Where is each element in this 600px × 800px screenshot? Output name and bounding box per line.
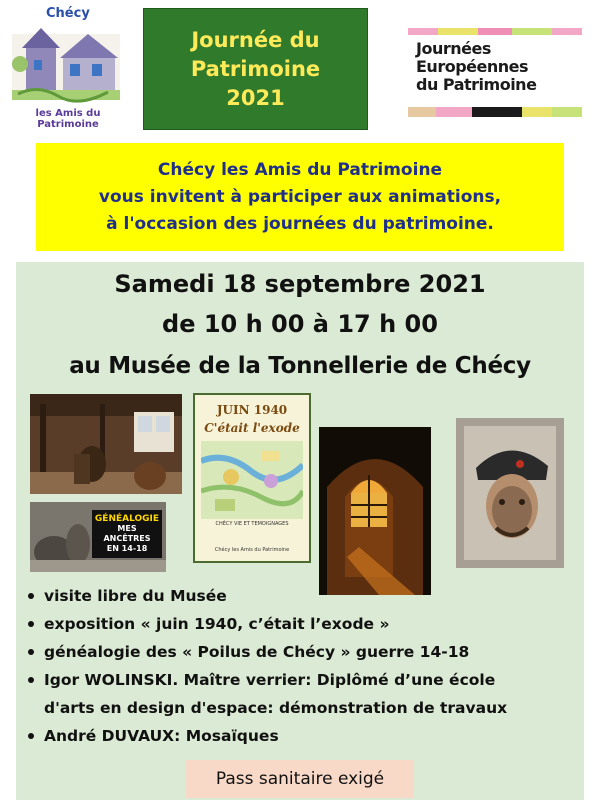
list-item xyxy=(26,722,582,750)
event-place: au Musée de la Tonnellerie de Chécy xyxy=(69,353,531,379)
bullet-icon xyxy=(28,593,34,599)
genealogy-title: GÉNÉALOGIE xyxy=(94,514,160,524)
exode-footer: Chécy les Amis du Patrimoine xyxy=(214,547,290,553)
list-item xyxy=(26,582,582,610)
bullet-icon xyxy=(28,677,34,683)
stained-glass-icon xyxy=(319,427,431,595)
jep-line-1: Journées xyxy=(416,39,491,58)
title-line-3: 2021 xyxy=(226,85,285,110)
genealogy-label xyxy=(92,510,162,558)
genealogy-line-2: ANCÊTRES xyxy=(103,534,151,543)
activity-text-continued: d'arts en design d'espace: démonstration de travaux xyxy=(44,699,508,717)
activity-text: généalogie des « Poilus de Chécy » guerre 14-18 xyxy=(44,643,470,661)
activity-text: André DUVAUX: Mosaïques xyxy=(44,727,279,745)
activity-text: exposition « juin 1940, c’était l’exode » xyxy=(44,615,390,633)
jep-line-2: Européennes xyxy=(416,57,529,76)
checy-logo xyxy=(8,4,128,130)
invite-line-3: à l'occasion des journées du patrimoine. xyxy=(106,213,494,234)
museum-interior-photo xyxy=(30,394,182,494)
invite-line-2: vous invitent à participer aux animations, xyxy=(98,186,502,207)
color-stripe-icon xyxy=(408,28,582,35)
event-time: de 10 h 00 à 17 h 00 xyxy=(162,310,438,338)
genealogy-line-3: EN 14-18 xyxy=(106,544,148,553)
activity-text: Igor WOLINSKI. Maître verrier: Diplômé d’une école xyxy=(44,671,496,689)
logo-name: Chécy xyxy=(46,6,90,21)
museum-photo-icon xyxy=(30,394,182,494)
jep-logo xyxy=(408,28,582,120)
genealogy-line-1: MES xyxy=(117,524,137,533)
map-illustration-icon xyxy=(201,441,303,519)
color-stripe-icon xyxy=(408,107,582,117)
list-item xyxy=(26,666,582,722)
title-line-2: Patrimoine xyxy=(190,56,321,81)
invitation-box xyxy=(36,143,564,251)
pass-sanitaire-notice xyxy=(186,760,414,798)
activities-list xyxy=(26,582,582,750)
village-drawing-icon xyxy=(8,4,128,122)
genealogy-photo xyxy=(30,502,166,572)
invite-line-1: Chécy les Amis du Patrimoine xyxy=(157,159,443,180)
exode-title-1: JUIN 1940 xyxy=(216,403,288,417)
list-item xyxy=(26,610,582,638)
mosaic-portrait-icon xyxy=(456,418,564,568)
jep-line-3: du Patrimoine xyxy=(416,75,537,94)
stained-glass-window-photo xyxy=(319,427,431,595)
exode-title-2: C'était l'exode xyxy=(204,421,300,435)
event-title-box xyxy=(143,8,368,130)
pass-text: Pass sanitaire exigé xyxy=(215,769,385,789)
logo-subtitle: les Amis du Patrimoine xyxy=(35,108,101,130)
title-line-1: Journée du xyxy=(191,27,320,52)
bullet-icon xyxy=(28,649,34,655)
list-item xyxy=(26,638,582,666)
event-date: Samedi 18 septembre 2021 xyxy=(114,270,486,298)
bullet-icon xyxy=(28,621,34,627)
event-panel xyxy=(16,262,584,800)
activity-text: visite libre du Musée xyxy=(44,587,227,605)
exode-subtitle: CHÉCY VIE ET TEMOIGNAGES xyxy=(215,521,289,527)
exode-book-cover xyxy=(193,393,311,563)
mosaic-portrait-photo xyxy=(456,418,564,568)
bullet-icon xyxy=(28,733,34,739)
